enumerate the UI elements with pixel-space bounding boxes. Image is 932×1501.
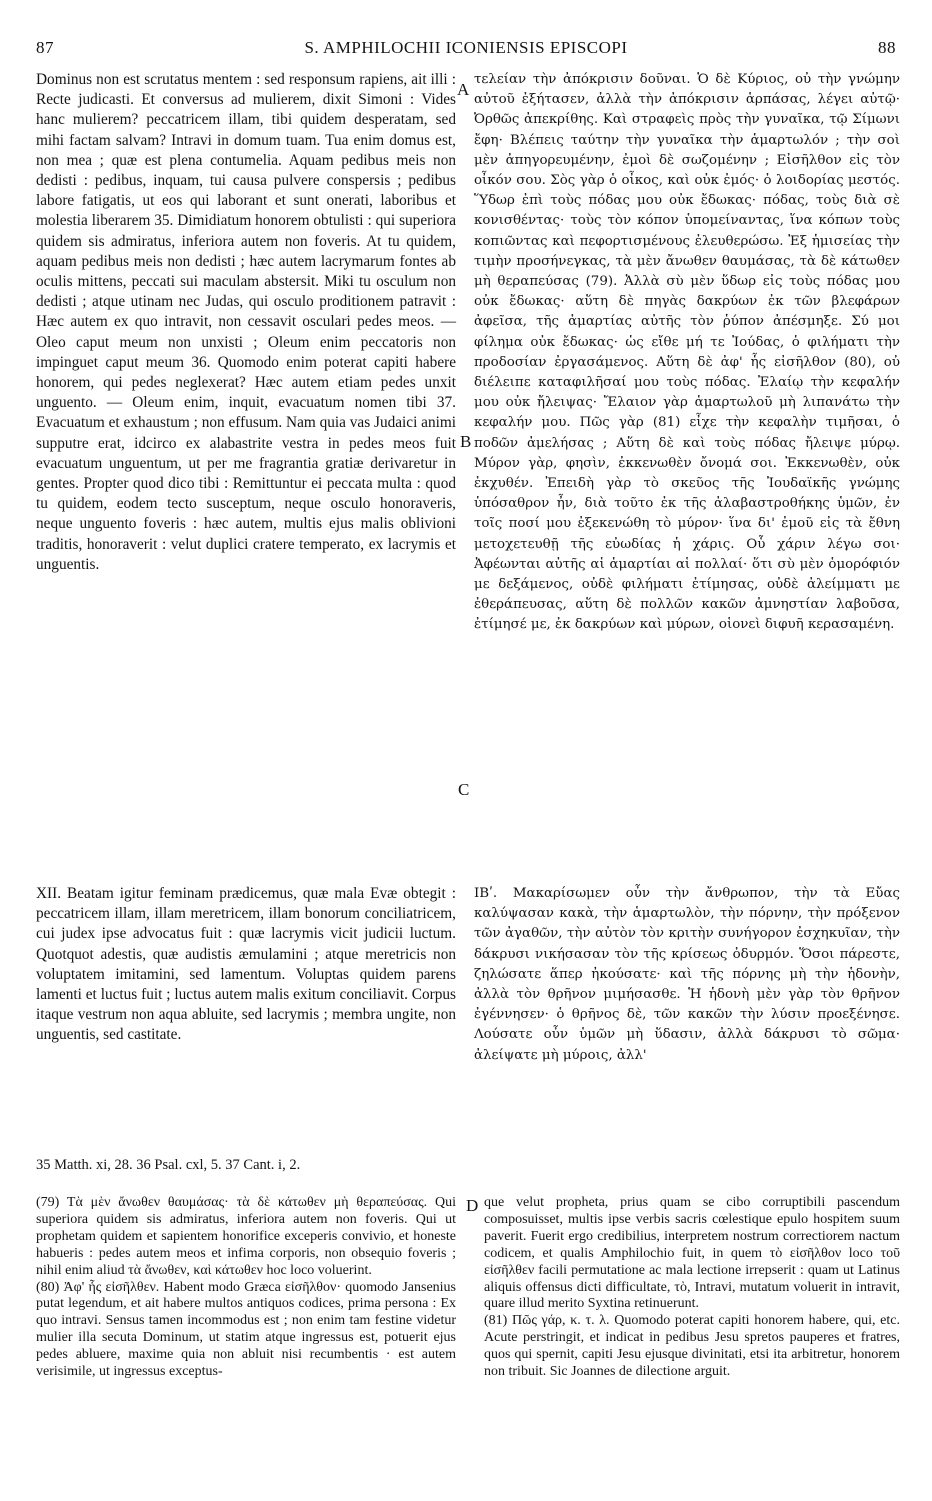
latin-text-lower: XII. Beatam igitur feminam prædicemus, quæ mala Evæ obtegit : peccatricem illam, illam meretricem, illam bonorum conciliatricem, cui judex ipse advocatus fuit : quæ lacrymis vicit judicii luctum. Quotquot adestis, quæ audistis æmulamini ; atque meretricis non voluptatem imitamini, sed lamentum. Voluptas quidem parens lamenti et luctus fuit ; luctus autem malis exitum conciliavit. Corpus itaque vestrum non aqua abluite, sed lacrymis ; membra ungite, non unguentis, sed castitate. — [36, 885, 456, 1044]
scripture-references: 35 Matth. xi, 28. 36 Psal. cxl, 5. 37 Cant. i, 2. — [36, 1157, 301, 1173]
running-title: S. AMPHILOCHII ICONIENSIS EPISCOPI — [304, 38, 628, 57]
greek-column-upper — [474, 70, 900, 636]
footnote-80: (80) Ἀφ' ἧς εἰσῆλθεν. Habent modo Græca εἰσῆλθον· quomodo Jansenius putat legendum, et ait habere multos antiquos codices, prima persona : Ex quo intravi. Sensus tamen incommodus est ; non enim tam festine videtur mulier illa secuta Dominum, ut statim atque ingressus est, potuerit ejus pedes abluere, maxime quia non abluit nisi recumbentis · est autem verisimile, ut ingressus exceptus- — [36, 1279, 456, 1380]
latin-text-upper: Dominus non est scrutatus mentem : sed responsum rapiens, ait illi : Recte judicasti. Et conversus ad mulierem, dixit Simoni : Vides hanc mulierem? peccatricem illam, tibi quidem desperatam, sed mihi factam salvam? Intravi in domum tuam. Tua enim domus est, non mea ; quæ est plena contumelia. Aquam pedibus meis non dedisti : pedibus, inquam, tui causa pulvere conspersis ; pedibus labore fatigatis, ut eos qui laborant et sunt onerati, laboribus et molestia liberarem 35. Dimidiatum honorem obtulisti : qui superiora quidem sis admiratus, inferiora autem non foveris. At tu quidem, aquam pedibus meis non dedisti ; hæc autem lacrymarum fontes ab oculis mittens, peccati sui maculam abstersit. Miki tu osculum non dedisti ; atque utinam nec Judas, qui osculo proditionem patravit : Hæc autem ex quo intravit, non cessavit osculari pedes meos. — Oleo caput meum non unxisti ; Oleum enim peccatoris non impinguet caput meum 36. Quomodo enim poterat capiti habere honorem, qui pedes neglexerat? Hæc autem etiam pedes unxit unguento. — Oleum enim, inquit, evacuatum nomen tibi 37. Evacuatum et exhaustum ; non effusum. Nam quia vas Judaici animi supputre erat, idcirco ex alabastrite vestra in pedes meos fuit evacuatum unguentum, ut per me fragrantia gratiæ derivaretur in gentes. Propter quod dico tibi : Remittuntur ei peccata multa : quod tu quidem, eodem tecto susceptum, neque osculo honoraveris, neque unguento foveris : hæc autem, multis ejus malis oblivioni traditis, honoraverit : velut duplici cratere temperato, ex lacrymis et unguentis. — [36, 71, 456, 573]
page-header — [36, 38, 896, 60]
footnotes-left — [36, 1195, 456, 1381]
greek-text-lower: ΙΒʹ. Μακαρίσωμεν οὖν τὴν ἄνθρωπον, τὴν τὰ Εὔας καλύψασαν κακὰ, τὴν ἁμαρτωλὸν, τὴν πόρνην, τὴν πρόξενον τῶν ἀγαθῶν, τὴν αὐτὸν τὸν κριτὴν συνήγορον ἐσχηκυῖαν, τὴν δάκρυσι νικήσασαν τὸν τῆς κρίσεως ὀδυρμόν. Ὅσοι πάρεστε, ζηλώσατε ἅπερ ἠκούσατε· καὶ τῆς πόρνης μὴ τὴν ἡδονὴν, ἀλλὰ τὸν θρῆνον μιμήσασθε. Ἡ ἡδονὴ μὲν γὰρ τὸν θρῆνον ἐγέννησεν· ὁ θρῆνος δὲ, τῶν κακῶν τὴν λύσιν προεξένησε. Λούσατε οὖν ὑμῶν μὴ ὕδασιν, ἀλλὰ δάκρυσι τὸ σῶμα· ἀλείψατε μὴ μύροις, ἀλλ' — [474, 886, 900, 1063]
margin-letter-b: B — [460, 432, 472, 451]
footnotes-right — [484, 1195, 900, 1381]
footnote-80-continued: que velut propheta, prius quam se cibo corruptibili pascendum composuisset, multis ipse verbis sacris cœlestique epulo hospitem suum paverit. Fuerit ergo credibilius, interpretem nostrum correctiorem nactum codicem, et qualis Amphilochio fuit, in quem τὸ εἰσῆλθον loco τοῦ εἰσῆλθεν facili permutatione ac mala lectione irrepserit : quam ut Latinus aliquis offensus dicti difficultate, τὸ, Intravi, mutatum voluerit in intravit, quare illud merito Syxtina retinuerunt. — [484, 1195, 900, 1312]
margin-letter-d: D — [466, 1196, 479, 1215]
page-number-left: 87 — [36, 38, 54, 57]
greek-column-lower — [474, 884, 900, 1066]
footnote-81: (81) Πῶς γάρ, κ. τ. λ. Quomodo poterat capiti honorem habere, qui, etc. Acute perstringit, et indicat in pedibus Jesu spretos pauperes et fratres, quos qui spernit, capiti Jesu ejusque divinitati, etsi ita arbitretur, honorem non tribuit. Sic Joannes de dilectione arguit. — [484, 1313, 900, 1380]
page-number-right: 88 — [878, 38, 896, 57]
latin-column-upper — [36, 70, 456, 575]
margin-letter-a: A — [457, 80, 470, 99]
greek-text-upper: τελείαν τὴν ἀπόκρισιν δοῦναι. Ὁ δὲ Κύριος, οὐ τὴν γνώμην αὐτοῦ ἐξήτασεν, ἀλλὰ τὴν ἀπόκρισιν ἁρπάσας, λέγει αὐτῷ· Ὀρθῶς ἀπεκρίθης. Καὶ στραφεὶς πρὸς τὴν γυναῖκα, τῷ Σίμωνι ἔφη· Βλέπεις ταύτην τὴν γυναῖκα τὴν ἁμαρτωλόν ; τὴν σοὶ μὲν ἀπηγορευμένην, ἐμοὶ δὲ σωζομένην ; Εἰσῆλθον εἰς τὸν οἶκόν σου. Σὸς γὰρ ὁ οἶκος, καὶ οὐκ ἐμός· ὁ λοιδορίας μεστός. Ὕδωρ ἐπὶ τοὺς πόδας μου οὐκ ἔδωκας· πόδας, τοὺς διὰ σὲ κονισθέντας· τοὺς τὸν κόπον ὑπομείναντας, ἵνα κόπων τοὺς κοπιῶντας καὶ πεφορτισμένους ἐλευθερώσω. Ἐξ ἡμισείας τὴν τιμὴν προσήνεγκας, τὰ μὲν ἄνωθεν θαυμάσας, τὰ δὲ κάτωθεν μὴ θεραπεύσας (79). Ἀλλὰ σὺ μὲν ὕδωρ εἰς τοὺς πόδας μου οὐκ ἔδωκας· αὕτη δὲ πηγὰς δακρύων ἐκ τῶν βλεφάρων ἀφεῖσα, τῆς ἁμαρτίας αὐτῆς τὸν ῥύπον ἀπέσμηξε. Σύ μοι φίλημα οὐκ ἔδωκας· ὡς εἴθε μή τε Ἰούδας, ὁ φιλήματι τὴν προδοσίαν ἐργασάμενος. Αὕτη δὲ ἀφ' ἧς εἰσῆλθον (80), οὐ διέλειπε καταφιλῆσαί μου τοὺς πόδας. Ἐλαίῳ τὴν κεφαλήν μου οὐκ ἤλειψας· Ἔλαιον γὰρ ἁμαρτωλοῦ μὴ λιπανάτω τὴν κεφαλήν μου. Πῶς γὰρ (81) εἶχε τὴν κεφαλὴν τιμῆσαι, ὁ ποδῶν ἀμελήσας ; Αὕτη δὲ καὶ τοὺς πόδας ἤλειψε μύρῳ. Μύρον γὰρ, φησὶν, ἐκκενωθὲν ὄνομά σοι. Ἐκκενωθὲν, οὐκ ἐκχυθέν. Ἐπειδὴ γὰρ τὸ σκεῦος τῆς Ἰουδαϊκῆς γνώμης ὑπόσαθρον ἦν, διὰ τοῦτο ἐκ τῆς ἀλαβαστροθήκης ὑμῶν, ἐν τοῖς ποσί μου ἐξεκενώθη τὸ μύρον· ἵνα δι' ἐμοῦ εἰς τὰ ἔθνη μετοχετευθῇ τῆς εὐωδίας ἡ χάρις. Οὗ χάριν λέγω σοι· Ἀφέωνται αὐτῆς αἱ ἁμαρτίαι αἱ πολλαί· ὅτι σὺ μὲν ὁμορόφιόν με δεξάμενος, οὐδὲ φιλήματι ἐτίμησας, οὐδὲ ἀλείμματι με ἐθεράπευσας, αὕτη δὲ πολλῶν κακῶν ἀμνηστίαν λαβοῦσα, ἐτίμησέ με, ἐκ δακρύων καὶ μύρων, οἱονεὶ διφυῆ κερασαμένη. — [474, 72, 900, 633]
margin-letter-c: C — [458, 780, 470, 799]
footnote-79: (79) Τὰ μὲν ἄνωθεν θαυμάσας· τὰ δὲ κάτωθεν μὴ θεραπεύσας. Qui superiora quidem sis admiratus, inferiora autem non foveris. Qui ut prophetam quidem et sapientem honorifice exceperis convivio, et honeste habueris : pedes autem meos et infima corporis, non obsequio foveris ; nihil enim aliud τὰ ἄνωθεν, καὶ κάτωθεν hoc loco voluerint. — [36, 1195, 456, 1278]
latin-column-lower — [36, 884, 456, 1046]
